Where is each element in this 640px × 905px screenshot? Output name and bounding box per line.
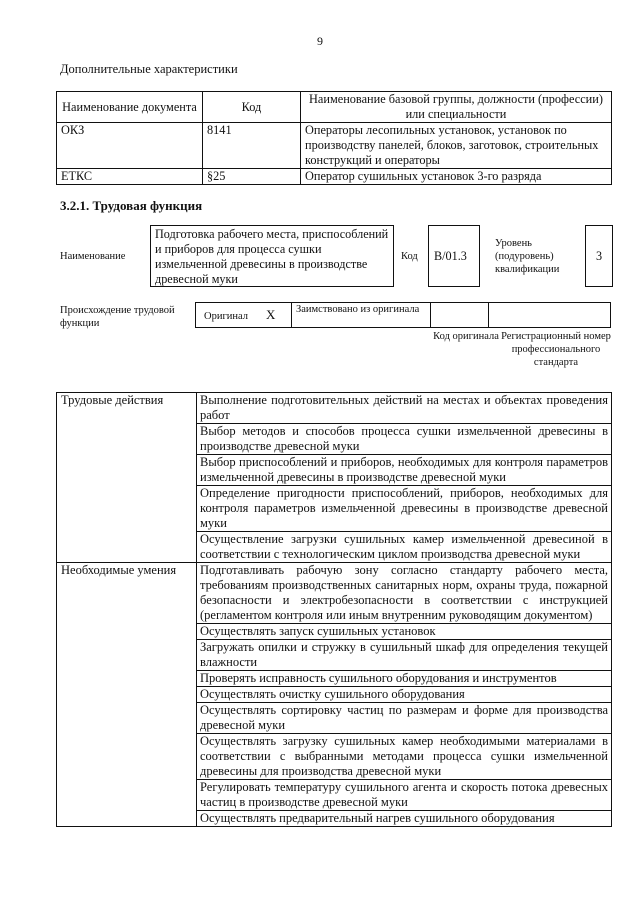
table-header-row bbox=[57, 92, 612, 123]
function-details-table bbox=[56, 392, 612, 827]
header-document-name: Наименование документа bbox=[57, 92, 203, 123]
header-code: Код bbox=[203, 92, 301, 123]
origin-label: Происхождение трудовой функции bbox=[60, 305, 175, 329]
details-item: Выбор приспособлений и приборов, необходимых для контроля параметров измельченной древесины в производстве древесной муки bbox=[197, 455, 612, 486]
registration-number-caption: Регистрационный номер профессионального стандарта bbox=[501, 331, 611, 368]
details-item: Осуществлять загрузку сушильных камер необходимыми материалами в соответствии с выбранными методами процесса сушки измельченной древесины для производства древесной муки bbox=[197, 734, 612, 780]
table-row bbox=[57, 169, 612, 185]
page-number: 9 bbox=[317, 34, 323, 48]
details-item: Определение пригодности приспособлений, приборов, необходимых для контроля параметров измельченной древесины в производстве древесной муки bbox=[197, 486, 612, 532]
qualification-level-box: 3 bbox=[585, 225, 613, 287]
original-mark: X bbox=[266, 307, 276, 322]
cell-doc: ЕТКС bbox=[57, 169, 203, 185]
details-item: Выбор методов и способов процесса сушки измельченной древесины в производстве древесной муки bbox=[197, 424, 612, 455]
borrowed-cell bbox=[291, 302, 431, 328]
details-item: Выполнение подготовительных действий на местах и объектах проведения работ bbox=[197, 393, 612, 424]
cell-group: Операторы лесопильных установок, установок по производству панелей, блоков, заготовок, строительных конструкций и операторы bbox=[301, 123, 612, 169]
cell-code: 8141 bbox=[203, 123, 301, 169]
details-item: Подготавливать рабочую зону согласно стандарту рабочего места, требованиям производственных санитарных норм, охраны труда, пожарной безопасности и электробезопасности в соответствии с инструкцией (регламентом контроля или иным внутренним руководящим документом) bbox=[197, 563, 612, 624]
qualification-level-label: Уровень (подуровень) квалификации bbox=[495, 238, 560, 275]
details-item: Загружать опилки и стружку в сушильный шкаф для определения текущей влажности bbox=[197, 640, 612, 671]
table-row bbox=[57, 123, 612, 169]
original-label: Оригинал bbox=[204, 311, 248, 322]
original-code-cell bbox=[431, 302, 489, 328]
details-item: Регулировать температуру сушильного агента и скорость потока древесных частиц в производстве древесной муки bbox=[197, 780, 612, 811]
code-label: Код bbox=[401, 251, 418, 262]
table-row bbox=[57, 563, 612, 624]
details-item: Осуществлять очистку сушильного оборудования bbox=[197, 687, 612, 703]
details-item: Осуществление загрузки сушильных камер измельченной древесиной в соответствии с технологическим циклом производства древесной муки bbox=[197, 532, 612, 563]
cell-doc: ОКЗ bbox=[57, 123, 203, 169]
details-item: Проверять исправность сушильного оборудования и инструментов bbox=[197, 671, 612, 687]
details-item: Осуществлять сортировку частиц по размерам и форме для производства древесной муки bbox=[197, 703, 612, 734]
details-item: Осуществлять запуск сушильных установок bbox=[197, 624, 612, 640]
name-label: Наименование bbox=[60, 251, 126, 262]
original-code-caption: Код оригинала bbox=[433, 331, 499, 342]
cell-group: Оператор сушильных установок 3-го разряда bbox=[301, 169, 612, 185]
details-group-header: Необходимые умения bbox=[57, 563, 197, 827]
details-group-header: Трудовые действия bbox=[57, 393, 197, 563]
cell-code: §25 bbox=[203, 169, 301, 185]
additional-characteristics-heading: Дополнительные характеристики bbox=[60, 62, 238, 76]
header-group-name: Наименование базовой группы, должности (профессии) или специальности bbox=[301, 92, 612, 123]
function-name-box: Подготовка рабочего места, приспособлений и приборов для процесса сушки измельченной древесины в производстве древесной муки bbox=[150, 225, 394, 287]
original-cell bbox=[195, 302, 291, 328]
additional-characteristics-table bbox=[56, 91, 612, 185]
details-item: Осуществлять предварительный нагрев сушильного оборудования bbox=[197, 811, 612, 827]
table-row bbox=[57, 393, 612, 424]
borrowed-label: Заимствовано из оригинала bbox=[296, 304, 420, 315]
function-code-box: B/01.3 bbox=[428, 225, 480, 287]
section-title: 3.2.1. Трудовая функция bbox=[60, 198, 203, 213]
registration-number-cell bbox=[489, 302, 611, 328]
origin-row bbox=[195, 302, 611, 328]
